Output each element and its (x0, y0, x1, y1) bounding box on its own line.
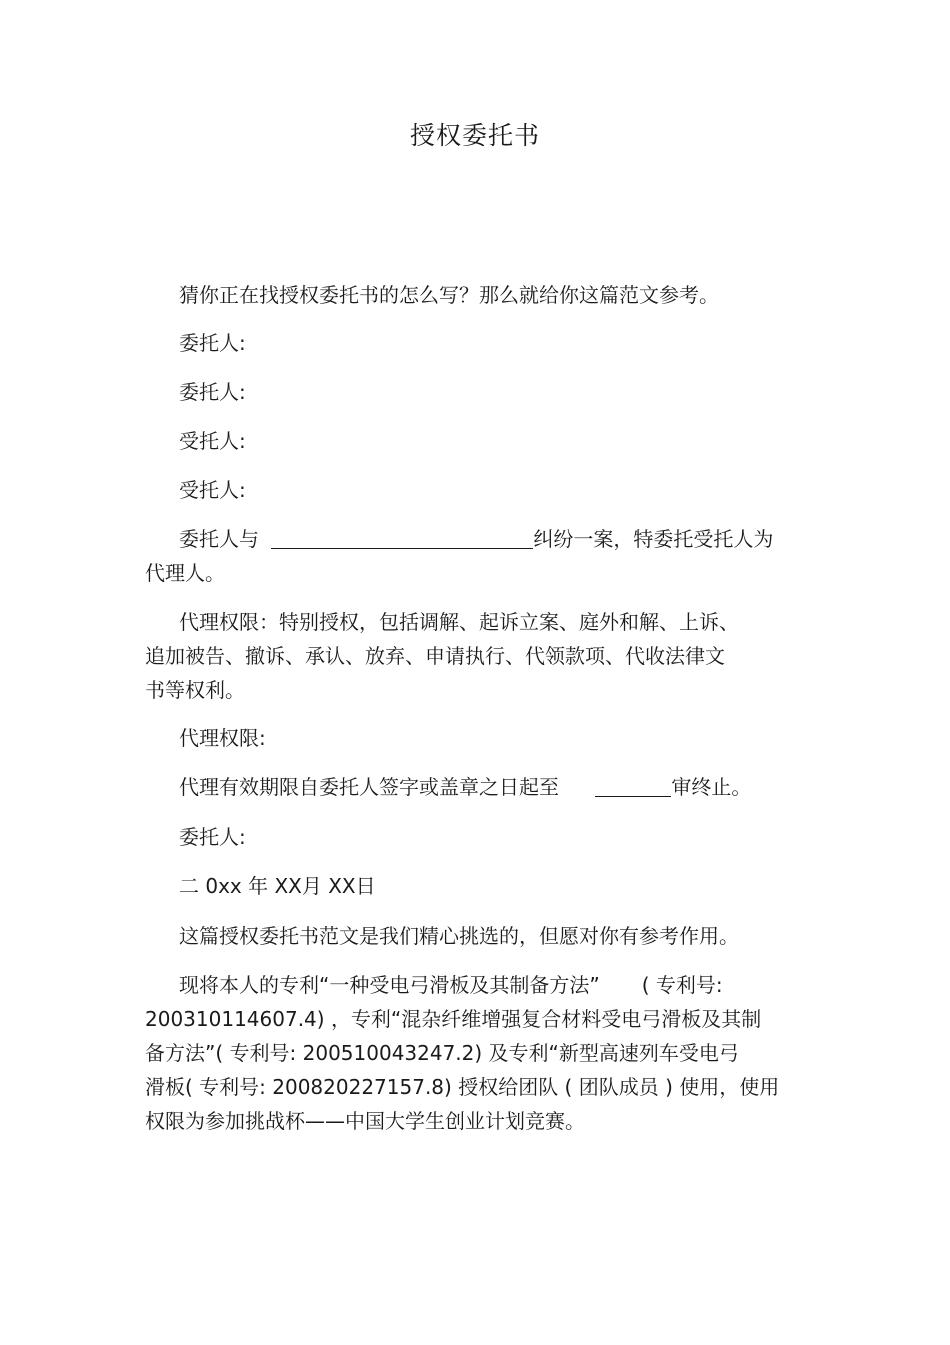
validity-blank-line (595, 774, 671, 797)
patent-paragraph-line-5: 权限为参加挑战杯——中国大学生创业计划竞赛。 (145, 1109, 585, 1133)
scope-paragraph-line-1: 代理权限：特别授权，包括调解、起诉立案、庭外和解、上诉、 (179, 610, 739, 634)
validity-paragraph (145, 771, 829, 804)
date-line: 二 0xx 年 XX月 XX日 (179, 874, 376, 898)
scope-label: 代理权限: (179, 726, 266, 750)
case-blank-line (271, 526, 533, 549)
patent-paragraph-line-2: 200310114607.4) ，专利“混杂纤维增强复合材料受电弓滑板及其制 (145, 1007, 762, 1031)
case-suffix: 纠纷一案，特委托受托人为 (533, 527, 774, 551)
validity-prefix: 代理有效期限自委托人签字或盖章之日起至 (179, 775, 559, 799)
scope-paragraph-line-3: 书等权利。 (145, 678, 245, 702)
patent-paragraph-line-4: 滑板( 专利号: 200820227157.8) 授权给团队 ( 团队成员 ) 使用，使用 (145, 1075, 780, 1099)
validity-suffix: 审终止。 (671, 775, 752, 799)
agent-label: 受托人: (179, 478, 246, 502)
case-paragraph (145, 523, 829, 556)
patent-line-1-end: ( 专利号: (641, 973, 723, 997)
patent-paragraph-line-3: 备方法”( 专利号: 200510043247.2) 及专利“新型高速列车受电弓 (145, 1041, 739, 1065)
closing-paragraph: 这篇授权委托书范文是我们精心挑选的，但愿对你有参考作用。 (179, 924, 739, 948)
scope-paragraph-line-2: 追加被告、撤诉、承认、放弃、申请执行、代领款项、代收法律文 (145, 644, 725, 668)
case-prefix: 委托人与 (179, 527, 259, 551)
patent-line-1-text: 现将本人的专利“一种受电弓滑板及其制备方法” (179, 973, 600, 997)
document-title: 授权委托书 (409, 121, 540, 150)
principal-signature-label: 委托人: (179, 825, 246, 849)
intro-paragraph: 猜你正在找授权委托书的怎么写？那么就给你这篇范文参考。 (179, 283, 719, 307)
principal-label: 委托人: (179, 380, 246, 404)
principal-label: 委托人: (179, 331, 246, 355)
patent-paragraph-line-1 (145, 969, 829, 1002)
case-paragraph-line-2: 代理人。 (145, 561, 225, 585)
agent-label: 受托人: (179, 429, 246, 453)
